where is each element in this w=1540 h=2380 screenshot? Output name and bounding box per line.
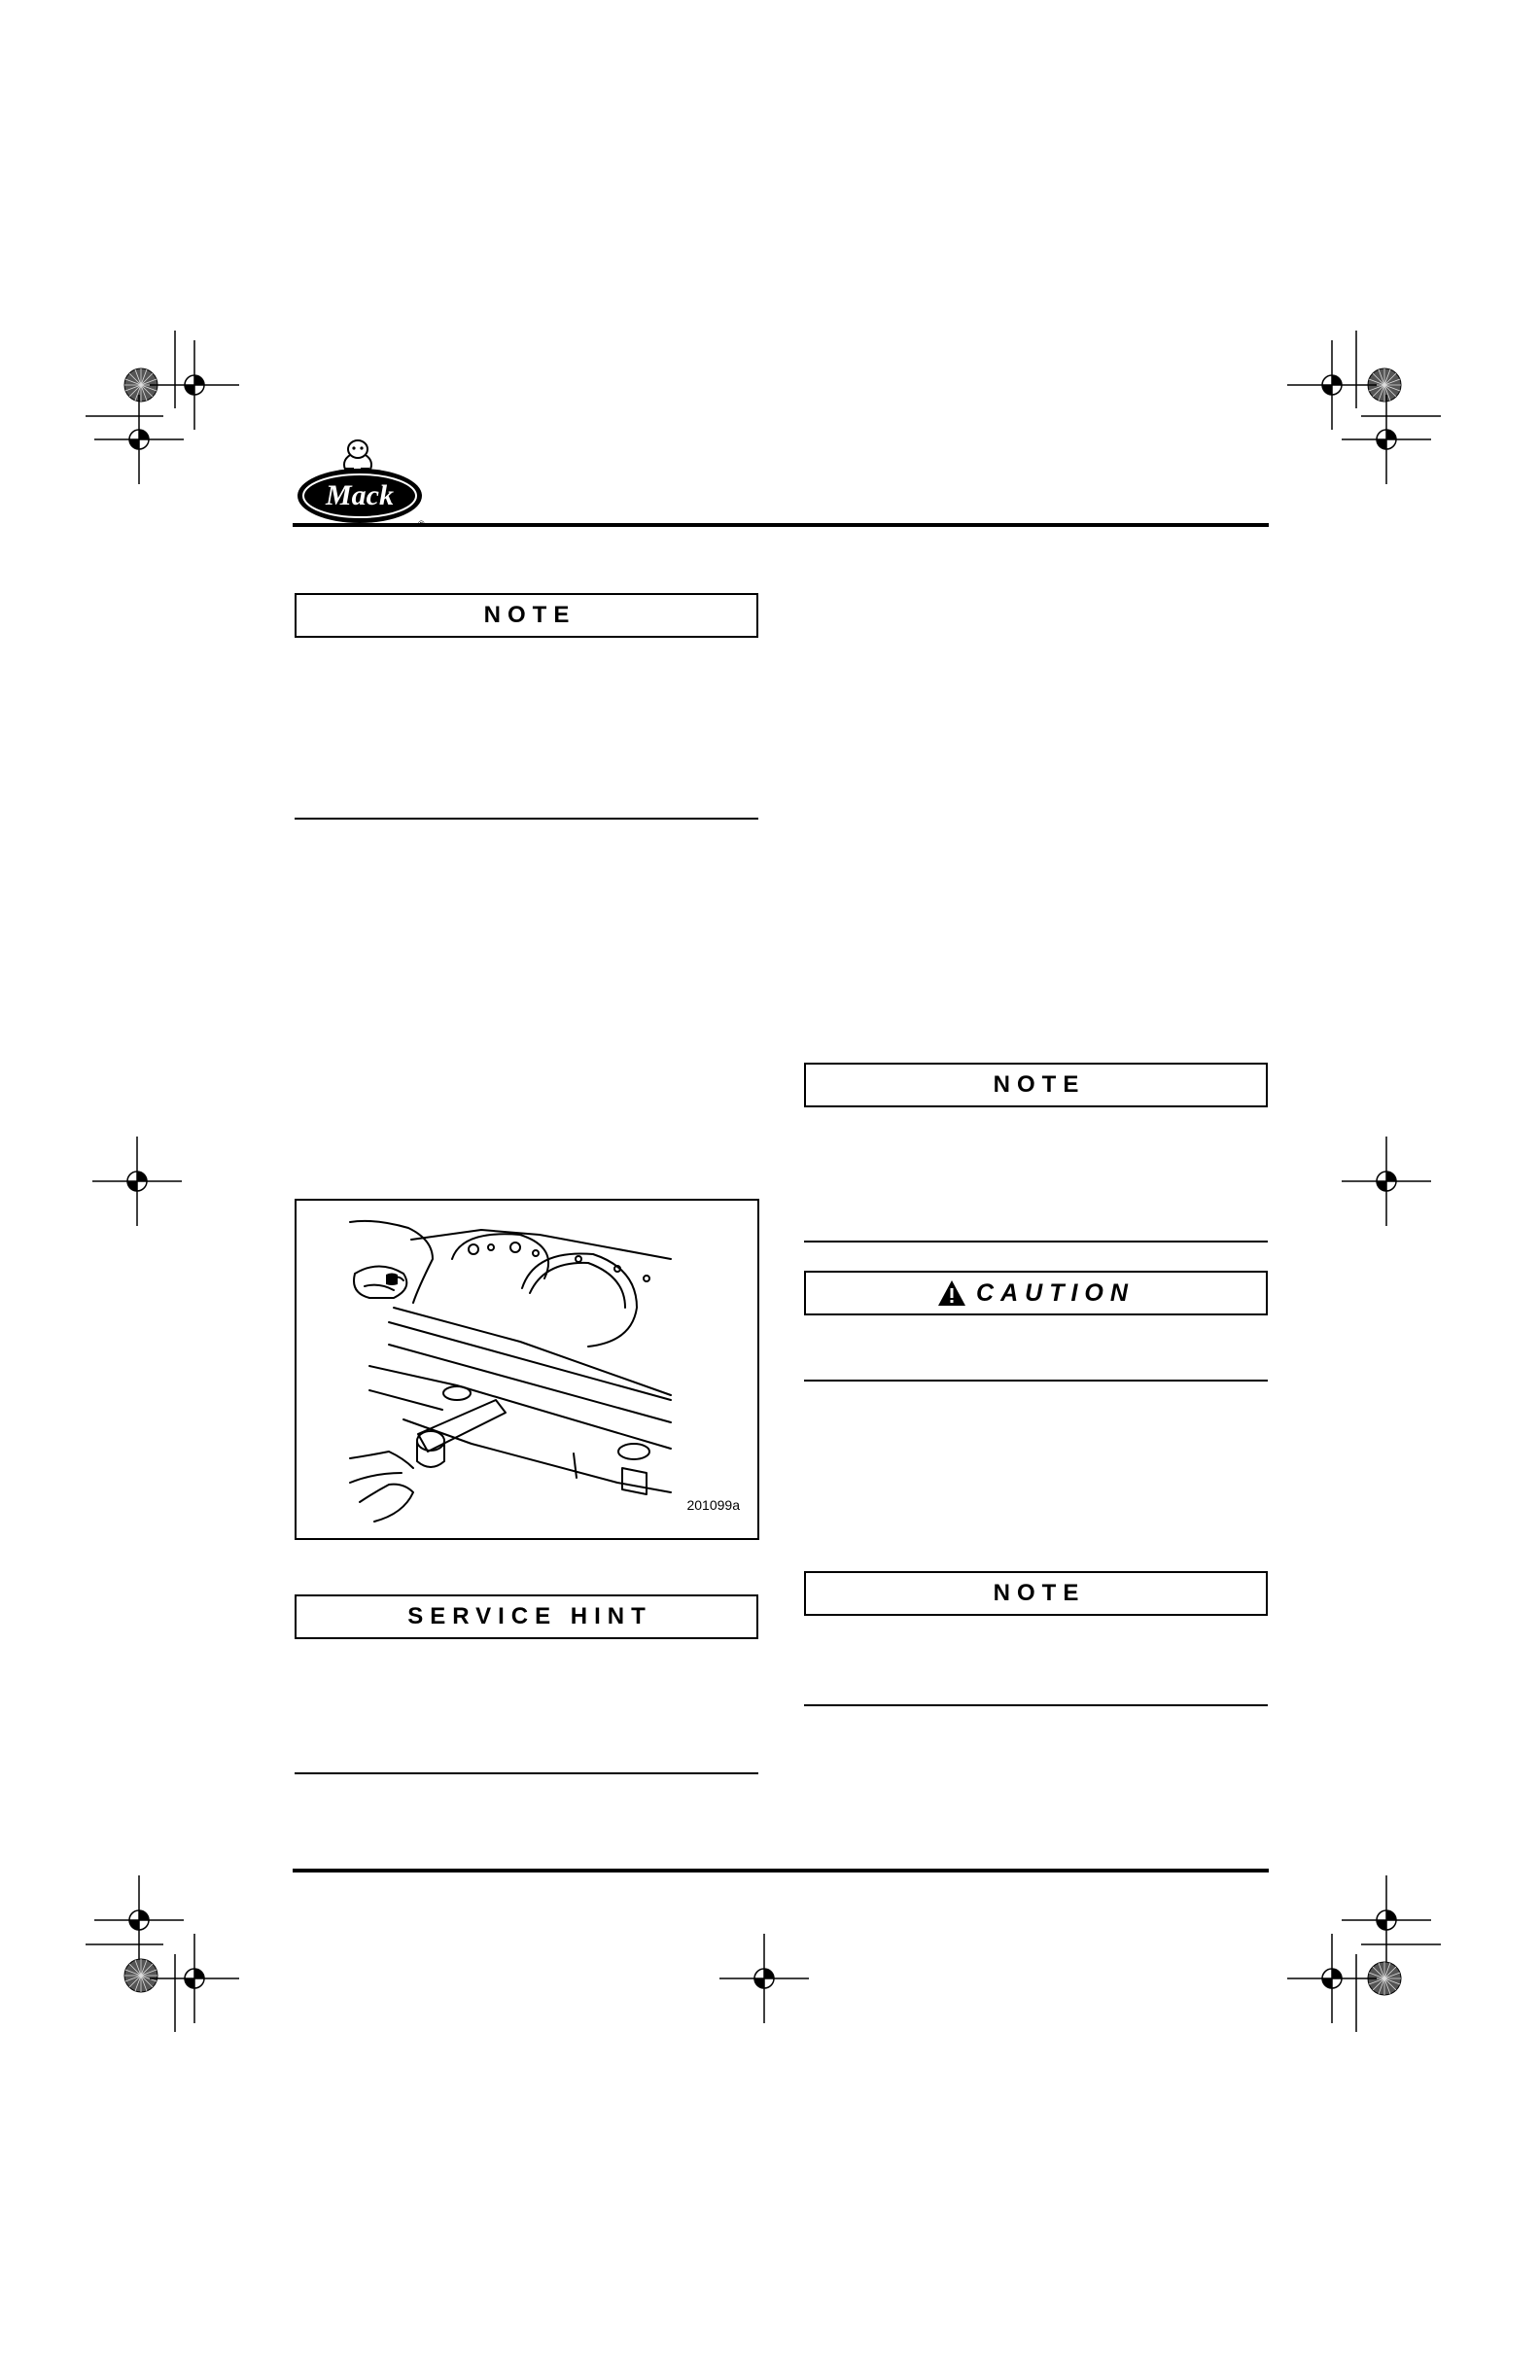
note-box-3 bbox=[804, 1571, 1268, 1616]
caution-end-rule bbox=[804, 1380, 1268, 1382]
footer-rule bbox=[293, 1869, 1269, 1872]
note-2-end-rule bbox=[804, 1241, 1268, 1242]
note-title: NOTE bbox=[483, 602, 577, 628]
note-box-2 bbox=[804, 1063, 1268, 1107]
figure-label: 201099a bbox=[686, 1497, 740, 1513]
mack-logo bbox=[292, 436, 428, 531]
note-title: NOTE bbox=[993, 1580, 1086, 1606]
caution-title: CAUTION bbox=[976, 1278, 1135, 1307]
caution-box bbox=[804, 1271, 1268, 1315]
note-3-end-rule bbox=[804, 1704, 1268, 1706]
service-hint-box bbox=[295, 1594, 758, 1639]
service-hint-end-rule bbox=[295, 1772, 758, 1774]
note-box-1 bbox=[295, 593, 758, 638]
note-title: NOTE bbox=[993, 1071, 1086, 1098]
service-hint-title: SERVICE HINT bbox=[407, 1603, 652, 1629]
note-1-end-rule bbox=[295, 818, 758, 820]
gasket-measurement-illustration bbox=[297, 1201, 757, 1538]
logo-wordmark: Mack bbox=[326, 479, 394, 511]
figure-201099a bbox=[295, 1199, 759, 1540]
header-rule bbox=[293, 523, 1269, 527]
warning-triangle-icon bbox=[937, 1279, 966, 1307]
